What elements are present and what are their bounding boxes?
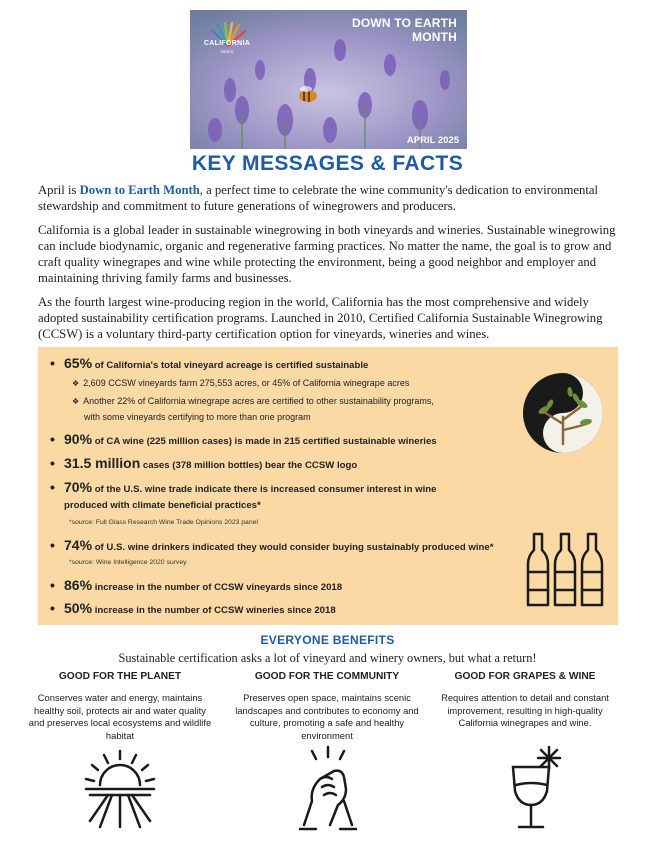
- fact-74-value: 74%: [64, 537, 93, 553]
- bottles-icon: [524, 532, 606, 607]
- bullet-icon: •: [50, 431, 55, 447]
- logo-subtext: WINES: [220, 49, 234, 54]
- fact-86-text: increase in the number of CCSW vineyards since 2018: [92, 582, 343, 593]
- intro-p1-after: , a perfect time to celebrate the wine community's dedication to environmental stewardship and commitment to future generations of winegrowers and producers.: [38, 183, 599, 213]
- benefits-subtitle: Sustainable certification asks a lot of vineyard and winery owners, but what a return!: [118, 651, 537, 665]
- intro-p1-before: April is: [38, 183, 77, 197]
- fact-65-sub2: [72, 396, 434, 406]
- fact-70-cont: produced with climate beneficial practices*: [64, 500, 261, 511]
- diamond-bullet-icon: ❖: [72, 397, 80, 406]
- fact-86: [50, 577, 342, 593]
- fact-74-source: *source: Wine Intelligence 2020 survey: [69, 559, 187, 566]
- community-text: Preserves open space, maintains scenic landscapes and contributes to economy and culture, promoting a safe and healthy environment: [235, 692, 419, 741]
- bullet-icon: •: [50, 355, 55, 371]
- benefit-community: [232, 671, 422, 742]
- hero-title: [307, 16, 457, 44]
- hero-title-line2: MONTH: [412, 30, 457, 44]
- handshake-icon: [290, 745, 366, 835]
- facts-box: [38, 347, 618, 625]
- tree-icon: [522, 372, 604, 454]
- intro-paragraph-3: As the fourth largest wine-producing region in the world, California has the most comprehensive and widely adopted sustainability certification programs. Launched in 2010, Certified California Sustainable Winegrowing (CCSW) is a voluntary third-party certification option for vineyards, wineries and wines.: [38, 295, 603, 341]
- fact-70-value: 70%: [64, 479, 93, 495]
- benefit-grapes: [430, 671, 620, 730]
- hero-image: [190, 10, 467, 149]
- bullet-icon: •: [50, 577, 55, 593]
- fact-31-5-value: 31.5 million: [64, 455, 141, 471]
- benefits-title: EVERYONE BENEFITS: [260, 633, 395, 647]
- fact-65: [50, 355, 368, 371]
- community-title: GOOD FOR THE COMMUNITY: [254, 671, 400, 682]
- fact-90-text: of CA wine (225 million cases) is made in 215 certified sustainable wineries: [92, 436, 437, 447]
- intro-paragraph-2: California is a global leader in sustainable winegrowing in both vineyards and wineries. Sustainable winegrowing can include biodynamic, organic and regenerative farming practices. No matter the name, the goal is to grow and craft quality winegrapes and wine while protecting the environment, being a good neighbor and employer and maintaining thriving family farms and businesses.: [38, 223, 616, 285]
- fact-31-5-text: cases (378 million bottles) bear the CCSW logo: [140, 460, 358, 471]
- fact-65-text: of California's total vineyard acreage is certified sustainable: [92, 360, 369, 371]
- fact-90: [50, 431, 437, 447]
- fact-74-text: of U.S. wine drinkers indicated they would consider buying sustainably produced wine*: [92, 542, 494, 553]
- logo-text: CALIFORNIA: [203, 40, 251, 47]
- bullet-icon: •: [50, 455, 55, 471]
- fact-65-sub2-text: Another 22% of California winegrape acres are certified to other sustainability programs,: [83, 396, 434, 406]
- fact-90-value: 90%: [64, 431, 93, 447]
- planet-text: Conserves water and energy, maintains healthy soil, protects air and water quality and preserves local ecosystems and wildlife habitat: [28, 692, 212, 741]
- intro-paragraph-1: [38, 182, 620, 214]
- fact-65-sub1-text: 2,609 CCSW vineyards farm 275,553 acres, or 45% of California winegrape acres: [83, 378, 410, 388]
- wine-glass-icon: [497, 745, 573, 835]
- fact-65-value: 65%: [64, 355, 93, 371]
- bullet-icon: •: [50, 479, 55, 495]
- fact-74: [50, 537, 493, 553]
- fact-50-text: increase in the number of CCSW wineries since 2018: [92, 605, 336, 616]
- fact-86-value: 86%: [64, 577, 93, 593]
- planet-title: GOOD FOR THE PLANET: [58, 671, 182, 682]
- fact-65-sub1: [72, 378, 409, 388]
- grapes-text: Requires attention to detail and constant improvement, resulting in high-quality California winegrapes and wine.: [441, 692, 609, 728]
- diamond-bullet-icon: ❖: [72, 379, 80, 388]
- benefit-planet: [25, 671, 215, 742]
- page-title: KEY MESSAGES & FACTS: [191, 152, 464, 175]
- fact-31-5: [50, 455, 357, 471]
- hero-date: APRIL 2025: [406, 135, 459, 146]
- fact-65-sub2-cont: with some vineyards certifying to more than one program: [84, 412, 311, 422]
- bullet-icon: •: [50, 600, 55, 616]
- hero-title-line1: DOWN TO EARTH: [351, 16, 457, 30]
- bullet-icon: •: [50, 537, 55, 553]
- fact-50: [50, 600, 336, 616]
- grapes-title: GOOD FOR GRAPES & WINE: [454, 671, 596, 682]
- fact-50-value: 50%: [64, 600, 93, 616]
- fact-70: [50, 479, 436, 495]
- down-to-earth-highlight: Down to Earth Month: [79, 183, 200, 197]
- sun-icon: [82, 745, 158, 835]
- fact-70-text: of the U.S. wine trade indicate there is increased consumer interest in wine: [92, 484, 437, 495]
- fact-70-source: *source: Full Glass Research Wine Trade Opinions 2023 panel: [69, 519, 258, 526]
